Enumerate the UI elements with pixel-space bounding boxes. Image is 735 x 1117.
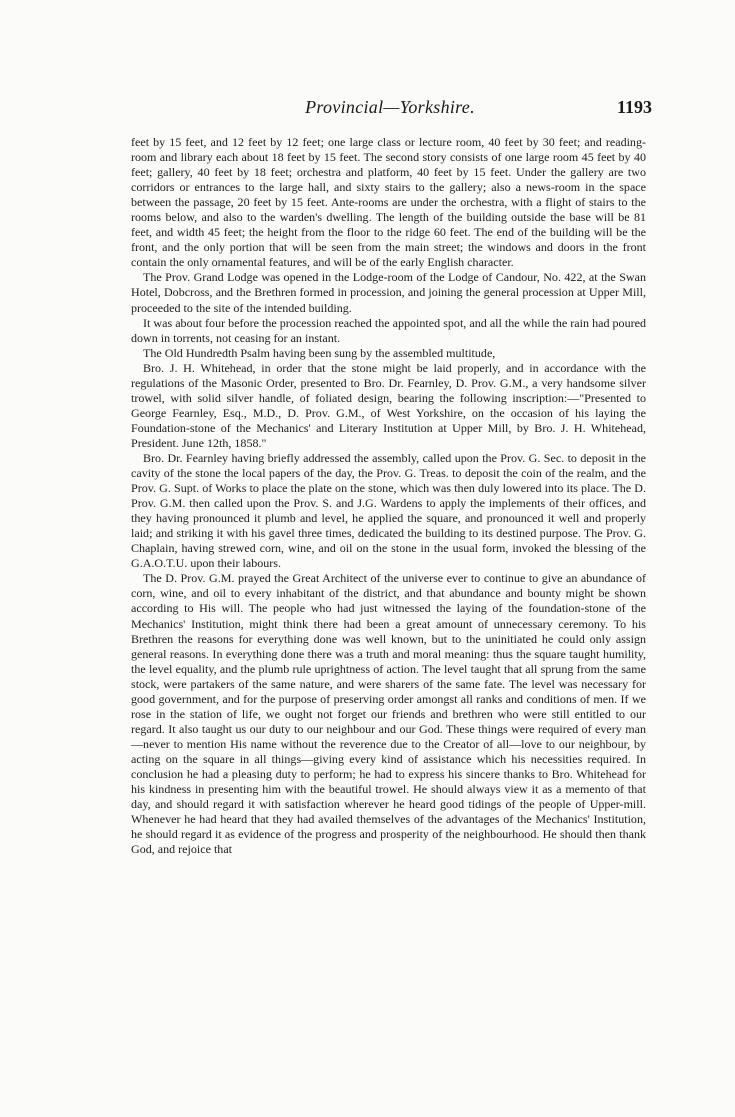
paragraph-building-description: feet by 15 feet, and 12 feet by 12 feet; one large class or lecture room, 40 feet by 30 feet; and reading-room and library each about 18 feet by 15 feet. The second story consists of one large room 45 feet by 40 feet; gallery, 40 feet by 18 feet; orchestra and platform, 40 feet by 15 feet. Under the gallery are two corridors or entrances to the large hall, and sixty stairs to the gallery; also a news-room in the space between the passage, 20 feet by 15 feet. Ante-rooms are under the orchestra, with a flight of stairs to the rooms below, and also to the warden's dwelling. The length of the building outside the base will be 81 feet, and width 45 feet; the height from the floor to the ridge 60 feet. The end of the building will be the front, and the only portion that will be seen from the main street; the windows and doors in the front contain the only ornamental features, and will be of the early English character.	[131, 135, 646, 270]
paragraph-grand-lodge-opened: The Prov. Grand Lodge was opened in the Lodge-room of the Lodge of Candour, No. 422, at the Swan Hotel, Dobcross, and the Brethren formed in procession, and joining the general procession at Upper Mill, proceeded to the site of the intended building.	[131, 270, 646, 315]
paragraph-address: The D. Prov. G.M. prayed the Great Architect of the universe ever to continue to give an abundance of corn, wine, and oil to every inhabitant of the district, and that abundance and bounty might be shown according to His will. The people who had just witnessed the laying of the foundation-stone of the Mechanics' Institution, might think there had been a great amount of unnecessary ceremony. To his Brethren the reasons for everything done was well known, but to the uninitiated he could only assign general reasons. In everything done there was a truth and moral meaning: thus the square taught humility, the level equality, and the plumb rule uprightness of action. The level taught that all sprung from the same stock, were partakers of the same nature, and were sharers of the same fate. The level was necessary for good government, and for the purpose of preserving order amongst all ranks and conditions of men. If we rose in the station of life, we ought not forget our friends and brethren who were still entitled to our regard. It also taught us our duty to our neighbour and our God. These things were required of every man—never to mention His name without the reverence due to the Creator of all—love to our neighbour, by acting on the square in all things—giving every kind of assistance which his necessities required. In conclusion he had a pleasing duty to perform; he had to express his sincere thanks to Bro. Whitehead for his kindness in presenting him with the beautiful trowel. He should always view it as a memento of that day, and should regard it with satisfaction wherever he heard good tidings of the people of Upper-mill. Whenever he had heard that they had availed themselves of the advantages of the Mechanics' Institution, he should regard it as evidence of the progress and prosperity of the neighbourhood. He should then thank God, and rejoice that	[131, 571, 646, 857]
running-title: Provincial—Yorkshire.	[305, 97, 475, 117]
paragraph-psalm: The Old Hundredth Psalm having been sung by the assembled multitude,	[143, 345, 496, 360]
page-header	[128, 97, 652, 121]
page-number: 1193	[616, 97, 652, 117]
paragraph-procession-rain: It was about four before the procession reached the appointed spot, and all the while the rain had poured down in torrents, not ceasing for an instant.	[131, 315, 646, 345]
paragraph-stone-laying: Bro. Dr. Fearnley having briefly addressed the assembly, called upon the Prov. G. Sec. to deposit in the cavity of the stone the local papers of the day, the Prov. G. Treas. to deposit the coin of the realm, and the Prov. G. Supt. of Works to place the plate on the stone, which was then duly lowered into its place. The D. Prov. G.M. then called upon the Prov. S. and J.G. Wardens to apply the implements of their offices, and they having pronounced it plumb and level, he applied the square, and pronounced it well and properly laid; and striking it with his gavel three times, dedicated the building to its destined purpose. The Prov. G. Chaplain, having strewed corn, wine, and oil on the stone in the usual form, invoked the blessing of the G.A.O.T.U. upon their labours.	[131, 450, 646, 571]
article-body	[131, 135, 646, 857]
paragraph-trowel-presentation: Bro. J. H. Whitehead, in order that the stone might be laid properly, and in accordance with the regulations of the Masonic Order, presented to Bro. Dr. Fearnley, D. Prov. G.M., a very handsome silver trowel, with solid silver handle, of foliated design, bearing the following inscription:—"Presented to George Fearnley, Esq., M.D., D. Prov. G.M., of West Yorkshire, on the occasion of his laying the Foundation-stone of the Mechanics' and Literary Institution at Upper Mill, by Bro. J. H. Whitehead, President. June 12th, 1858."	[131, 360, 646, 450]
